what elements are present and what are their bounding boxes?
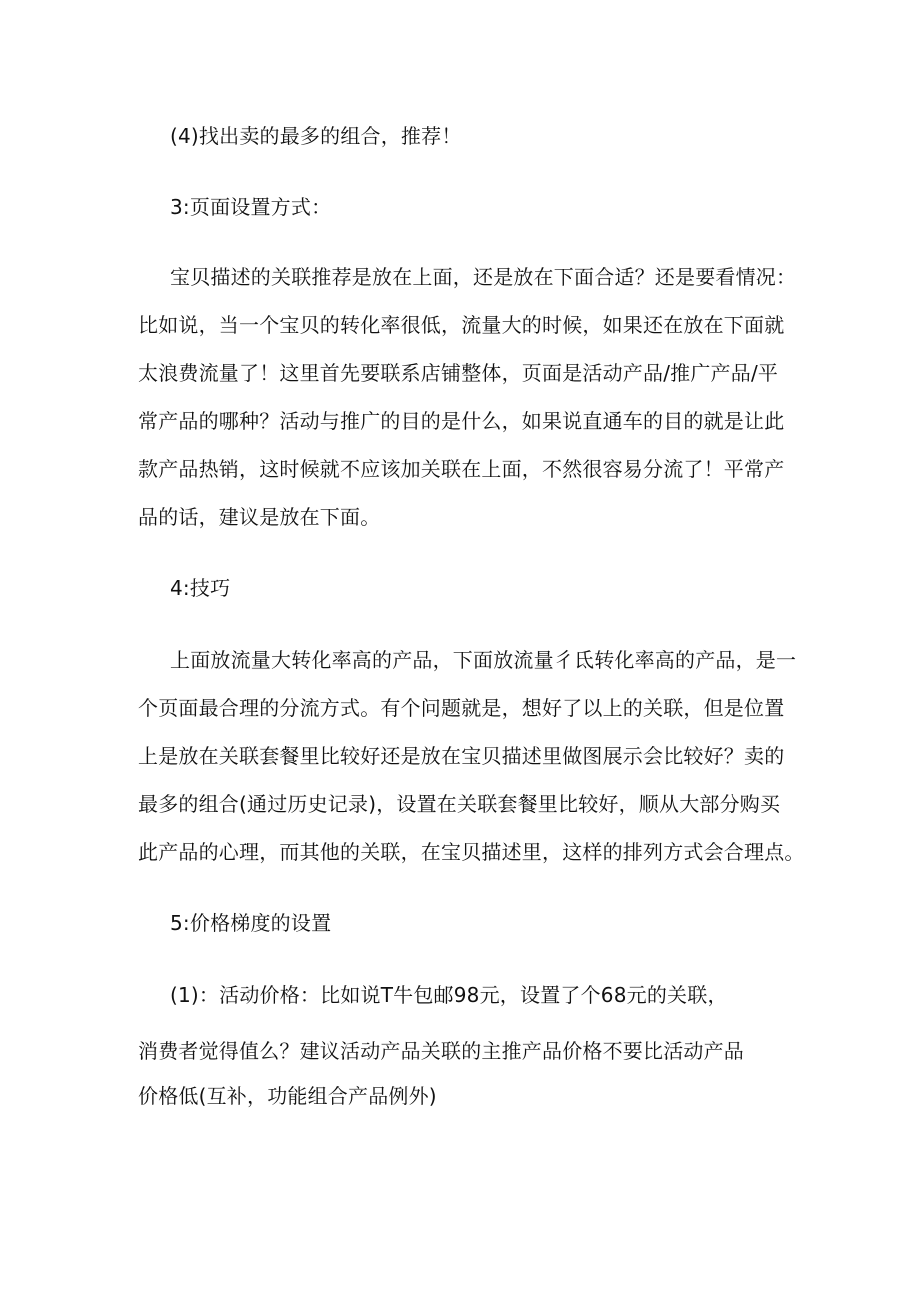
section-5-paragraph-line: 价格低(互补，功能组合产品例外) [138, 1084, 437, 1108]
section-3-paragraph-line: 太浪费流量了！这里首先要联系店铺整体，页面是活动产品/推广产品/平 [138, 361, 779, 385]
section-4-paragraph-line: 上是放在关联套餐里比较好还是放在宝贝描述里做图展示会比较好？卖的 [138, 744, 785, 768]
section-5-paragraph-line: 消费者觉得值么？建议活动产品关联的主推产品价格不要比活动产品 [138, 1039, 744, 1063]
section-3-paragraph-line: 款产品热销，这时候就不应该加关联在上面，不然很容易分流了！平常产 [138, 457, 785, 481]
section-3-paragraph-line: 品的话，建议是放在下面。 [138, 505, 381, 529]
section-4-paragraph-line: 个页面最合理的分流方式。有个问题就是，想好了以上的关联，但是位置 [138, 696, 785, 720]
section-4-paragraph-line: 最多的组合(通过历史记录)，设置在关联套餐里比较好，顺从大部分购买 [138, 792, 781, 816]
section-4-paragraph-line: 上面放流量大转化率高的产品，下面放流量彳氐转化率高的产品，是一 [170, 648, 797, 672]
section-4-paragraph-line: 此产品的心理，而其他的关联，在宝贝描述里，这样的排列方式会合理点。 [138, 840, 805, 864]
list-item-4: (4)找出卖的最多的组合，推荐！ [170, 124, 462, 148]
section-3-paragraph-line: 常产品的哪种？活动与推广的目的是什么，如果说直通车的目的就是让此 [138, 409, 785, 433]
section-4-heading: 4:技巧 [170, 576, 231, 600]
section-5-heading: 5:价格梯度的设置 [170, 911, 332, 935]
section-3-paragraph-line: 宝贝描述的关联推荐是放在上面，还是放在下面合适？还是要看情况： [170, 265, 797, 289]
section-3-paragraph-line: 比如说，当一个宝贝的转化率很低，流量大的时候，如果还在放在下面就 [138, 313, 785, 337]
section-3-heading: 3:页面设置方式： [170, 195, 332, 219]
section-5-paragraph-line: (1)：活动价格：比如说T牛包邮98元，设置了个68元的关联， [170, 983, 728, 1007]
